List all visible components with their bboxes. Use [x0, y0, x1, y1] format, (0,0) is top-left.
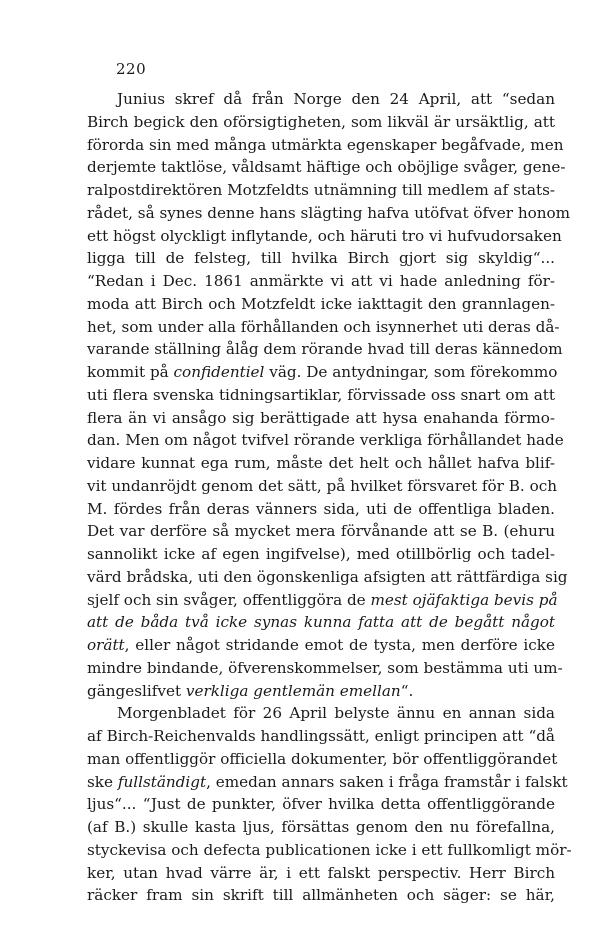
text-run: vit undanröjdt genom det sätt, på hvilket försvaret för B. och	[87, 476, 558, 495]
text-run: räcker fram sin skrift till allmänheten och säger: se här,	[87, 886, 555, 905]
text-line	[87, 748, 558, 771]
text-run: rådet, så synes denne hans slägting hafva utöfvat öfver honom	[87, 203, 571, 222]
text-run: “Redan i Dec. 1861 anmärkte vi att vi hade anledning för-	[87, 272, 555, 290]
text-line	[87, 862, 555, 885]
text-line	[87, 316, 560, 339]
text-run: man offentliggör officiella dokumenter, bör offentliggörandet	[87, 749, 558, 768]
text-line	[87, 725, 555, 748]
italic-text: mest ojäfaktiga bevis på	[370, 590, 558, 609]
text-run: ett högst olyckligt inflytande, och häruti tro vi hufvudorsaken	[87, 226, 562, 245]
text-line	[87, 156, 566, 179]
text-line	[87, 179, 555, 202]
text-line	[87, 589, 558, 612]
text-line	[87, 702, 555, 725]
text-line	[87, 407, 555, 430]
text-run: väg. De antydningar, som förekommo	[264, 363, 558, 381]
body-text	[87, 88, 572, 907]
text-run: Det var derföre så mycket mera förvånande att se B. (ehuru	[87, 522, 555, 541]
text-line	[87, 429, 564, 452]
text-run: , eller något stridande emot de tysta, men derföre icke	[124, 636, 555, 654]
text-run: , emedan annars saken i fråga framstår i falskt	[206, 772, 568, 791]
text-line	[87, 338, 563, 361]
text-line	[87, 634, 555, 657]
text-run: ligga till de felsteg, till hvilka Birch gjort sig skyldig“...	[87, 249, 555, 268]
text-line	[87, 657, 563, 680]
text-run: mindre bindande, öfverenskommelser, som bestämma uti um-	[87, 658, 563, 677]
text-run: Morgenbladet för 26 April belyste ännu en annan sida	[117, 704, 555, 723]
text-line	[87, 611, 555, 634]
text-run: förorda sin med många utmärkta egenskaper begåfvade, men	[87, 135, 564, 154]
page-number: 220	[116, 60, 147, 78]
italic-text: orätt	[87, 636, 125, 654]
text-run: dan. Men om något tvifvel rörande verkliga förhållandet hade	[87, 431, 564, 450]
text-run: Junius skref då från Norge den 24 April, att “sedan	[117, 90, 555, 108]
text-line	[87, 475, 558, 498]
text-run: gängeslifvet	[87, 681, 186, 700]
text-line	[87, 134, 564, 157]
text-line	[87, 680, 555, 703]
italic-text: confidentiel	[173, 363, 265, 381]
text-line	[87, 452, 555, 475]
text-run: uti flera svenska tidningsartiklar, förvissade oss snart om att	[87, 385, 555, 404]
text-run: M. fördes från deras vänners sida, uti de offentliga bladen.	[87, 499, 555, 518]
text-run: styckevisa och defecta publicationen icke i ett fullkomligt mör-	[87, 840, 572, 859]
text-line	[87, 884, 555, 907]
text-line	[87, 498, 555, 521]
text-line	[87, 88, 555, 111]
text-run: vidare kunnat ega rum, måste det helt och hållet hafva blif-	[87, 454, 555, 472]
italic-text: fullständigt	[117, 772, 207, 791]
text-line	[87, 771, 568, 794]
text-run: moda att Birch och Motzfeldt icke iakttagit den grannlagen-	[87, 294, 555, 313]
text-line	[87, 247, 555, 270]
text-run: ralpostdirektören Motzfeldts utnämning till medlem af stats-	[87, 181, 556, 199]
text-line	[87, 839, 572, 862]
text-line	[87, 543, 555, 566]
text-line	[87, 816, 555, 839]
text-line	[87, 293, 555, 316]
text-line	[87, 520, 555, 543]
text-run: af Birch-Reichenvalds handlingssätt, enligt principen att “då	[87, 727, 555, 745]
italic-text: att de båda två icke synas kunna fatta att de begått något	[87, 613, 555, 632]
text-line	[87, 202, 571, 225]
text-run: “.	[400, 681, 414, 700]
text-line	[87, 384, 555, 407]
text-run: derjemte taktlöse, våldsamt häftige och oböjlige svåger, gene-	[87, 158, 566, 177]
text-run: het, som under alla förhållanden och isynnerhet uti deras då-	[87, 317, 560, 336]
text-run: sannolikt icke af egen ingifvelse), med otillbörlig och tadel-	[87, 545, 555, 563]
text-run: flera än vi ansågo sig berättigade att hysa enahanda förmo-	[87, 408, 555, 427]
text-run: varande ställning ålåg dem rörande hvad till deras kännedom	[87, 340, 563, 359]
text-run: ljus“... “Just de punkter, öfver hvilka detta offentliggörande	[87, 795, 555, 814]
text-run: kommit på	[87, 363, 174, 381]
text-line	[87, 793, 555, 816]
text-line	[87, 566, 568, 589]
italic-text: verkliga gentlemän emellan	[185, 681, 401, 700]
text-run: Birch begick den oförsigtigheten, som likväl är ursäktlig, att	[87, 112, 555, 131]
text-run: värd brådska, uti den ögonskenliga afsigten att rättfärdiga sig	[87, 567, 568, 586]
text-run: ker, utan hvad värre är, i ett falskt perspectiv. Herr Birch	[87, 863, 555, 882]
text-line	[87, 225, 562, 248]
text-run: sjelf och sin svåger, offentliggöra de	[87, 590, 371, 609]
text-run: ske	[87, 772, 118, 791]
text-line	[87, 270, 555, 293]
text-line	[87, 361, 558, 384]
text-run: (af B.) skulle kasta ljus, försättas genom den nu förefallna,	[87, 818, 555, 836]
text-line	[87, 111, 555, 134]
